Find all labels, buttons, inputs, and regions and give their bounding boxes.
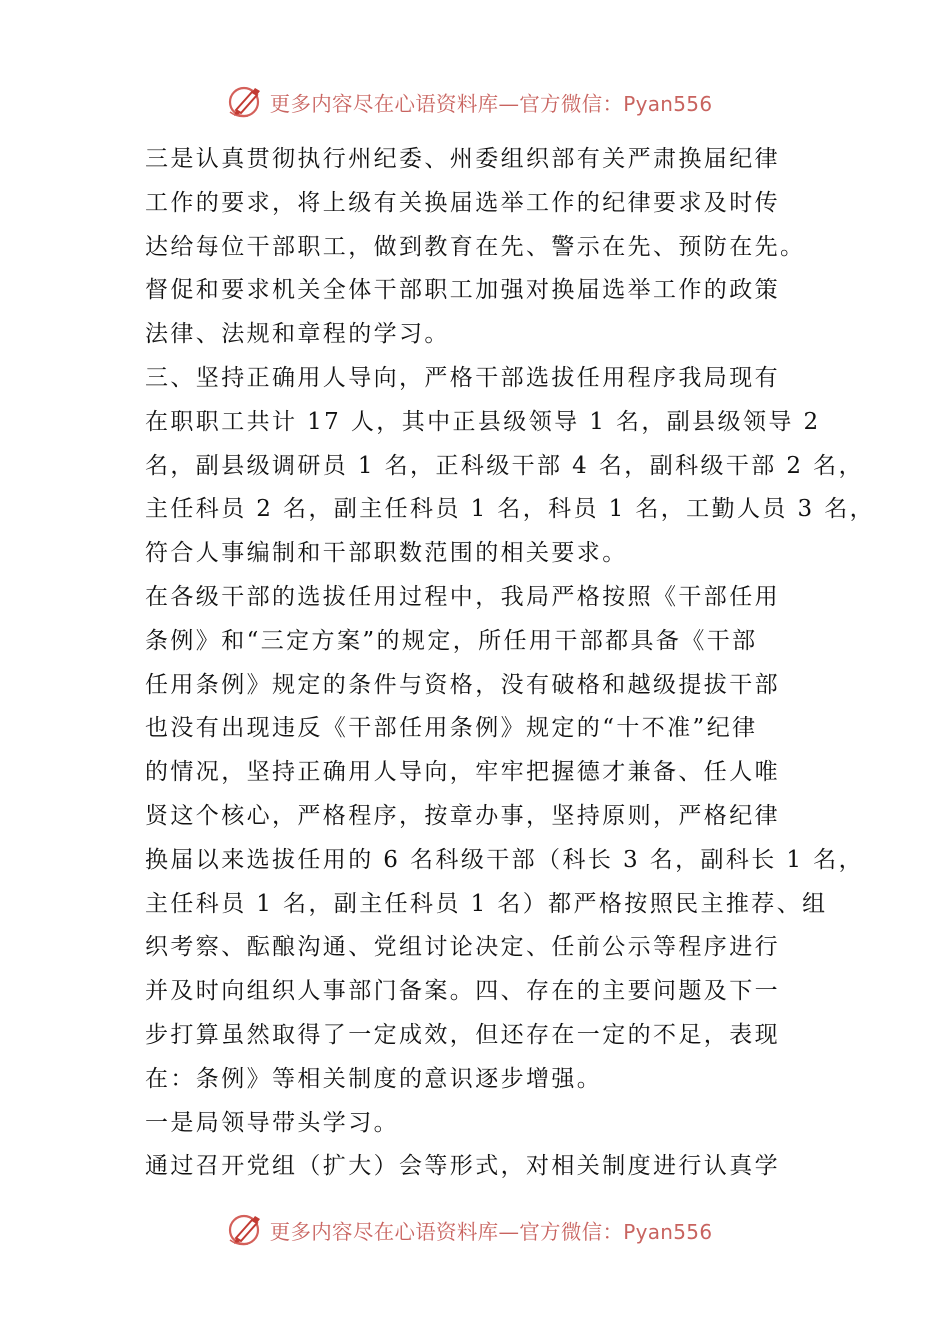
footer-wechat-id: Pyan556 [623, 1220, 713, 1244]
body-text-line: 三是认真贯彻执行州纪委、州委组织部有关严肃换届纪律 [145, 146, 780, 172]
body-text-line: 督促和要求机关全体干部职工加强对换届选举工作的政策 [145, 277, 780, 304]
body-text-line: 达给每位干部职工，做到教育在先、警示在先、预防在先。 [145, 233, 806, 260]
body-text-line: 名，副县级调研员 1 名，正科级干部 4 名，副科级干部 2 名， [145, 452, 864, 479]
document-body [145, 138, 876, 1189]
pen-nib-logo-icon [226, 82, 266, 122]
body-text-line: 工作的要求，将上级有关换届选举工作的纪律要求及时传 [145, 189, 780, 216]
body-text-line: 主任科员 2 名，副主任科员 1 名，科员 1 名，工勤人员 3 名， [145, 496, 876, 523]
body-text-line: 并及时向组织人事部门备案。四、存在的主要问题及下一 [145, 978, 780, 1005]
body-text-line: 在职职工共计 17 人，其中正县级领导 1 名，副县级领导 2 [145, 408, 821, 435]
body-text-line: 在：条例》等相关制度的意识逐步增强。 [145, 1065, 603, 1092]
footer-banner-text: 更多内容尽在心语资料库—官方微信：Pyan556 [269, 1220, 713, 1244]
footer-banner [0, 1208, 950, 1252]
header-banner [0, 80, 950, 124]
header-wechat-id: Pyan556 [623, 92, 713, 116]
pen-nib-logo-icon [226, 1210, 266, 1250]
body-text-line: 在各级干部的选拔任用过程中，我局严格按照《干部任用 [145, 583, 780, 610]
body-text-line: 步打算虽然取得了一定成效，但还存在一定的不足，表现 [145, 1021, 780, 1048]
body-text-line: 也没有出现违反《干部任用条例》规定的“十不准”纪律 [145, 715, 758, 742]
body-text-line: 织考察、酝酿沟通、党组讨论决定、任前公示等程序进行 [145, 934, 780, 961]
body-text-line: 符合人事编制和干部职数范围的相关要求。 [145, 540, 628, 567]
body-text-line: 通过召开党组（扩大）会等形式，对相关制度进行认真学 [145, 1153, 780, 1180]
body-text-line: 法律、法规和章程的学习。 [145, 321, 450, 348]
header-banner-text: 更多内容尽在心语资料库—官方微信：Pyan556 [269, 92, 713, 116]
body-text-line: 换届以来选拔任用的 6 名科级干部（科长 3 名，副科长 1 名， [145, 846, 864, 873]
body-text-line: 一是局领导带头学习。 [145, 1109, 399, 1136]
body-text-line: 贤这个核心，严格程序，按章办事，坚持原则，严格纪律 [145, 802, 780, 829]
body-text-line: 三、坚持正确用人导向，严格干部选拔任用程序我局现有 [145, 364, 780, 391]
body-text-line: 条例》和“三定方案”的规定，所任用干部都具备《干部 [145, 627, 758, 654]
body-text-line: 主任科员 1 名，副主任科员 1 名）都严格按照民主推荐、组 [145, 890, 828, 917]
body-text-line: 任用条例》规定的条件与资格，没有破格和越级提拔干部 [145, 671, 780, 698]
body-text-line: 的情况，坚持正确用人导向，牢牢把握德才兼备、任人唯 [145, 759, 780, 786]
